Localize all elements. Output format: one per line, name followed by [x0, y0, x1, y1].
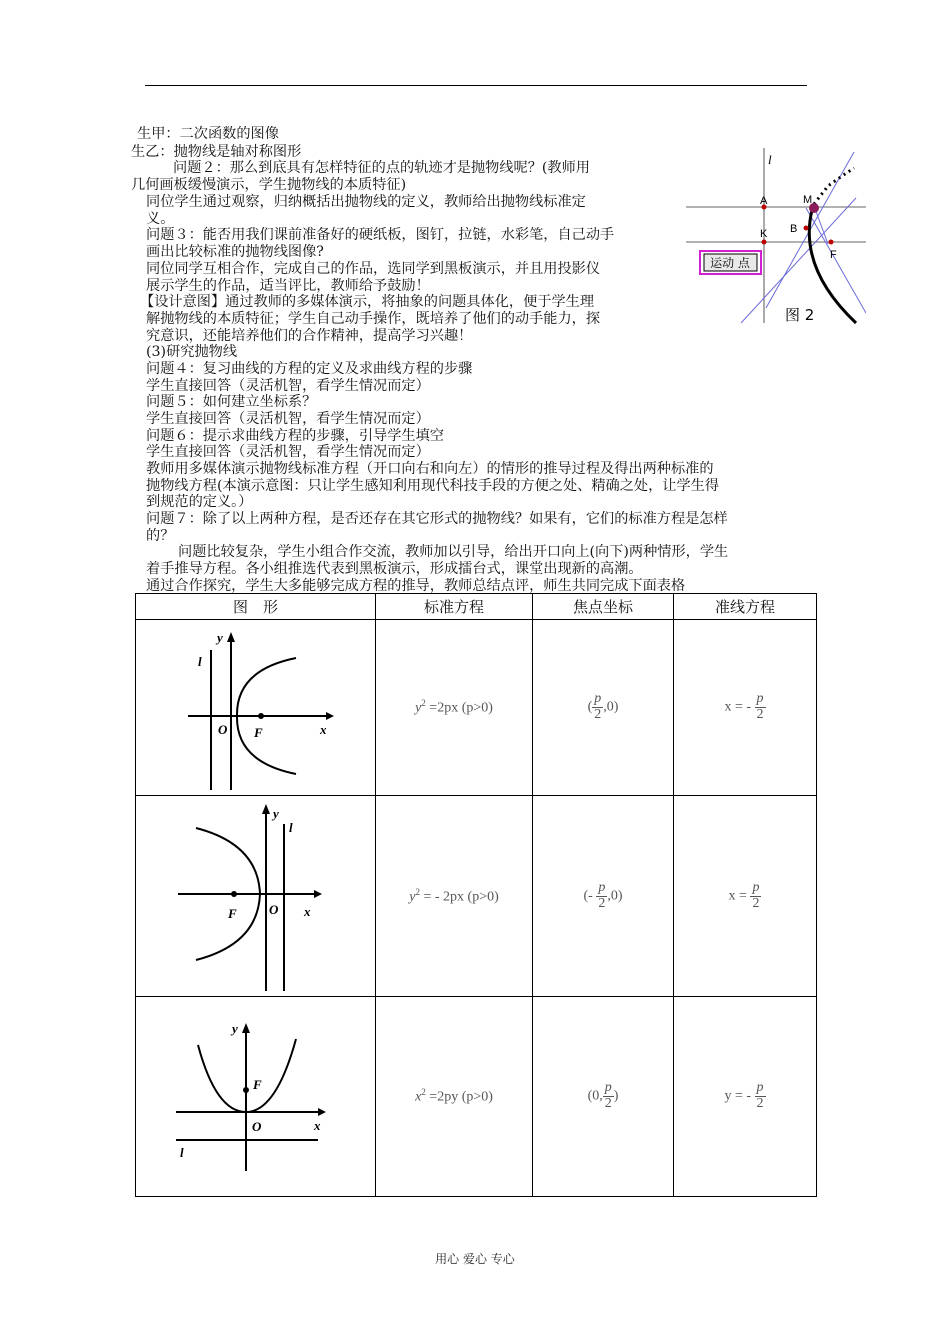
text-line: 问题４：复习曲线的方程的定义及求曲线方程的步骤	[146, 361, 473, 377]
directrix-label: l	[180, 1145, 184, 1160]
y-label: y	[232, 1021, 238, 1036]
text-line: 生乙：抛物线是轴对称图形	[131, 144, 302, 160]
x-axis-arrow	[326, 712, 334, 720]
text-line: 究意识，还能培养他们的合作精神，提高学习兴趣！	[146, 328, 473, 344]
text-line: 学生直接回答（灵活机智，看学生情况而定）	[146, 444, 430, 460]
text-line: 着手推导方程。各小组推选代表到黑板演示，形成擂台式，课堂出现新的高潮。	[146, 561, 643, 577]
text-line: (3)研究抛物线	[146, 344, 238, 360]
text-line: 同位同学互相合作，完成自己的作品，选同学到黑板演示，并且用投影仪	[146, 261, 601, 277]
y-axis-arrow	[227, 632, 235, 642]
point-k-dot	[762, 240, 767, 245]
text-line: 抛物线方程(本演示意图：只让学生感知利用现代科技手段的方便之处、精确之处，让学生得	[146, 478, 720, 494]
text-line: 到规范的定义。）	[146, 494, 253, 510]
parabola-construction-diagram	[686, 148, 866, 328]
label-m: M	[803, 194, 813, 206]
origin-label: O	[252, 1119, 262, 1134]
focus-cell: ( $\frac{p}{2}$ ,0)	[533, 620, 674, 796]
figure-cell	[136, 997, 376, 1197]
figure-2-caption: 图 2	[785, 306, 815, 324]
focus-dot	[231, 891, 237, 897]
label-k: K	[760, 228, 768, 240]
table-row	[136, 796, 817, 997]
directrix-label: l	[289, 820, 293, 835]
text-line: 解抛物线的本质特征；学生自己动手操作，既培养了他们的动手能力，探	[146, 311, 601, 327]
figure-cell	[136, 796, 376, 997]
table-row	[136, 620, 817, 796]
animate-button-label[interactable]: 运动 点	[710, 256, 750, 270]
equation-cell: $y^2 =2px$ (p>0)	[376, 620, 533, 796]
label-f: F	[830, 249, 837, 261]
x-axis-arrow	[318, 1108, 326, 1116]
equation-cell: $y^2$ = - 2px (p>0)	[376, 796, 533, 997]
page-footer: 用心 爱心 专心	[435, 1252, 515, 1266]
text-line: 【设计意图】通过教师的多媒体演示，将抽象的问题具体化，便于学生理	[140, 294, 595, 310]
directrix-cell: x = $\frac{p}{2}$	[674, 796, 817, 997]
point-f-dot	[829, 240, 834, 245]
trace-dots	[814, 168, 854, 204]
figure-cell	[136, 620, 376, 796]
x-label: x	[304, 904, 311, 919]
figure-2	[686, 148, 866, 332]
text-line: 问题比较复杂，学生小组合作交流，教师加以引导，给出开口向上(向下)两种情形，学生	[178, 544, 729, 560]
parabola-left-graph	[136, 796, 375, 996]
parabola-up-graph	[136, 997, 375, 1196]
y-label: y	[217, 630, 223, 645]
directrix-cell: y = - $\frac{p}{2}$	[674, 997, 817, 1197]
text-line: 问题５：如何建立坐标系？	[146, 394, 317, 410]
label-l: l	[768, 152, 772, 167]
label-a: A	[760, 195, 768, 207]
text-line: 生甲：二次函数的图像	[137, 126, 279, 142]
y-label: y	[273, 806, 279, 821]
label-b: B	[790, 223, 798, 235]
text-line: 义。	[146, 211, 175, 227]
text-line: 展示学生的作品，适当评比，教师给予鼓励！	[146, 278, 430, 294]
origin-label: O	[269, 902, 279, 917]
text-line: 学生直接回答（灵活机智，看学生情况而定）	[146, 411, 430, 427]
y-axis-arrow	[242, 1023, 250, 1033]
focus-label: F	[253, 1077, 262, 1092]
directrix-cell: x = - $\frac{p}{2}$	[674, 620, 817, 796]
point-b-dot	[804, 226, 809, 231]
text-line: 问题７：除了以上两种方程，是否还存在其它形式的抛物线？如果有，它们的标准方程是怎样	[146, 511, 728, 527]
focus-label: F	[254, 725, 263, 740]
text-line: 通过合作探究，学生大多能够完成方程的推导，教师总结点评，师生共同完成下面表格	[146, 578, 686, 594]
focus-cell: (- $\frac{p}{2}$ ,0)	[533, 796, 674, 997]
text-line: 同位学生通过观察，归纳概括出抛物线的定义，教师给出抛物线标准定	[146, 194, 586, 210]
focus-label: F	[228, 906, 237, 921]
table-header-row	[136, 594, 817, 620]
header-figure: 图 形	[136, 594, 376, 620]
header-focus: 焦点坐标	[533, 594, 674, 620]
parabola-standard-table	[135, 593, 817, 1197]
equation-cell: $x^2 =2py$ (p>0)	[376, 997, 533, 1197]
y-axis-arrow	[262, 804, 270, 814]
text-line: 的？	[146, 528, 175, 544]
text-line: 问题２：那么到底具有怎样特征的点的轨迹才是抛物线呢？(教师用	[173, 160, 590, 176]
header-directrix: 准线方程	[674, 594, 817, 620]
header-rule	[145, 85, 807, 86]
table-row	[136, 997, 817, 1197]
focus-cell: (0, $\frac{p}{2}$ )	[533, 997, 674, 1197]
text-line: 学生直接回答（灵活机智，看学生情况而定）	[146, 378, 430, 394]
origin-label: O	[218, 722, 228, 737]
x-axis-arrow	[314, 890, 322, 898]
focus-dot	[258, 713, 264, 719]
directrix-label: l	[198, 654, 202, 669]
header-equation: 标准方程	[376, 594, 533, 620]
text-line: 问题６：提示求曲线方程的步骤，引导学生填空	[146, 428, 444, 444]
x-label: x	[314, 1118, 321, 1133]
x-label: x	[320, 722, 327, 737]
text-line: 教师用多媒体演示抛物线标准方程（开口向右和向左）的情形的推导过程及得出两种标准的	[146, 461, 714, 477]
parabola-right-graph	[136, 620, 375, 795]
focus-dot	[243, 1087, 249, 1093]
text-line: 问题３：能否用我们课前准备好的硬纸板，图钉，拉链，水彩笔，自己动手	[146, 227, 615, 243]
text-line: 画出比较标准的抛物线图像?	[146, 244, 324, 260]
text-line: 几何画板缓慢演示，学生抛物线的本质特征)	[131, 177, 407, 193]
